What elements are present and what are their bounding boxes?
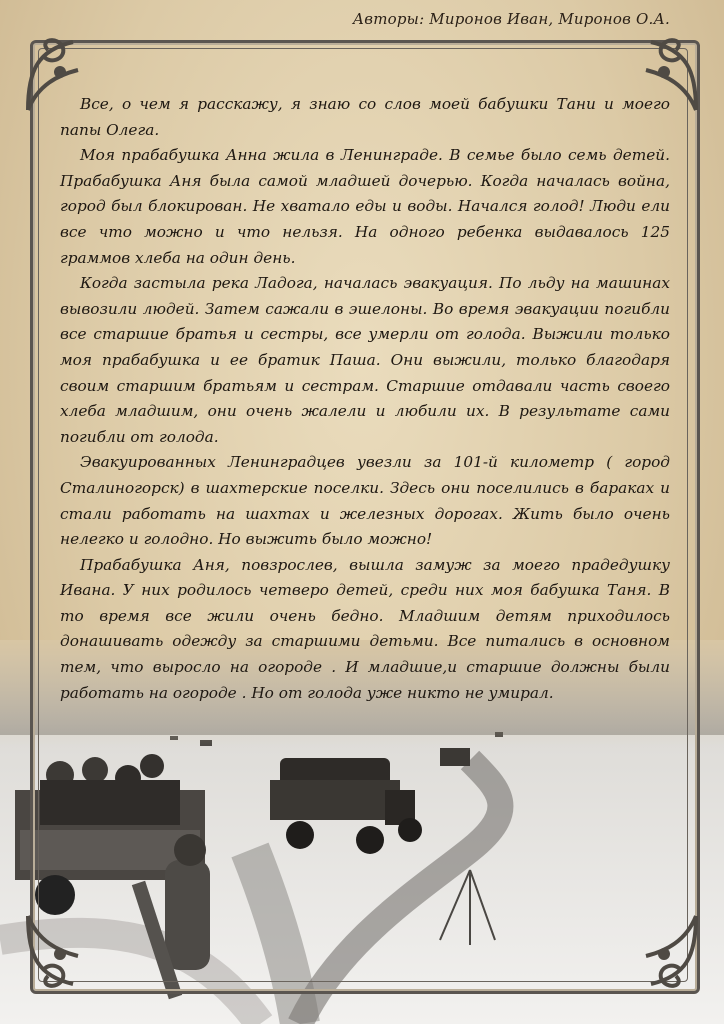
authors-line: Авторы: Миронов Иван, Миронов О.А. <box>352 10 670 28</box>
story-paragraph: Моя прабабушка Анна жила в Ленинграде. В семье было семь детей. Прабабушка Аня была самой младшей дочерью. Когда началась война, город был блокирован. Не хватало еды и воды. Начался голод! Люди ели все что можно и что нельзя. На одного ребенка выдавалось 125 граммов хлеба на один день. <box>60 146 670 267</box>
story-paragraph: Эвакуированных Ленинградцев увезли за 101-й километр ( город Сталиногорск) в шахтерские поселки. Здесь они поселились в бараках и стали работать на шахтах и железных дорогах. Жить было очень нелегко и голодно. Но выжить было можно! <box>60 453 670 549</box>
ornament-bottom-left-icon <box>18 906 108 996</box>
story-text <box>60 92 670 706</box>
story-paragraph: Прабабушка Аня, повзрослев, вышла замуж за моего прадедушку Ивана. У них родилось четверо детей, среди них моя бабушка Таня. В то время все жили очень бедно. Младшим детям приходилось донашивать одежду за старшими детьми. Все питались в основном тем, что выросло на огороде . И младшие,и старшие должны были работать на огороде . Но от голода уже никто не умирал. <box>60 555 670 702</box>
ornament-bottom-right-icon <box>616 906 706 996</box>
story-paragraph: Когда застыла река Ладога, началась эвакуация. По льду на машинах вывозили людей. Затем сажали в эшелоны. Во время эвакуации погибли все старшие братья и сестры, все умерли от голода. Выжили только моя прабабушка и ее братик Паша. Они выжили, только благодаря своим старшим братьям и сестрам. Старшие отдавали часть своего хлеба младшим, они очень жалели и любили их. В результате сами погибли от голода. <box>60 274 670 446</box>
story-paragraph: Все, о чем я расскажу, я знаю со слов моей бабушки Тани и моего папы Олега. <box>60 95 670 139</box>
